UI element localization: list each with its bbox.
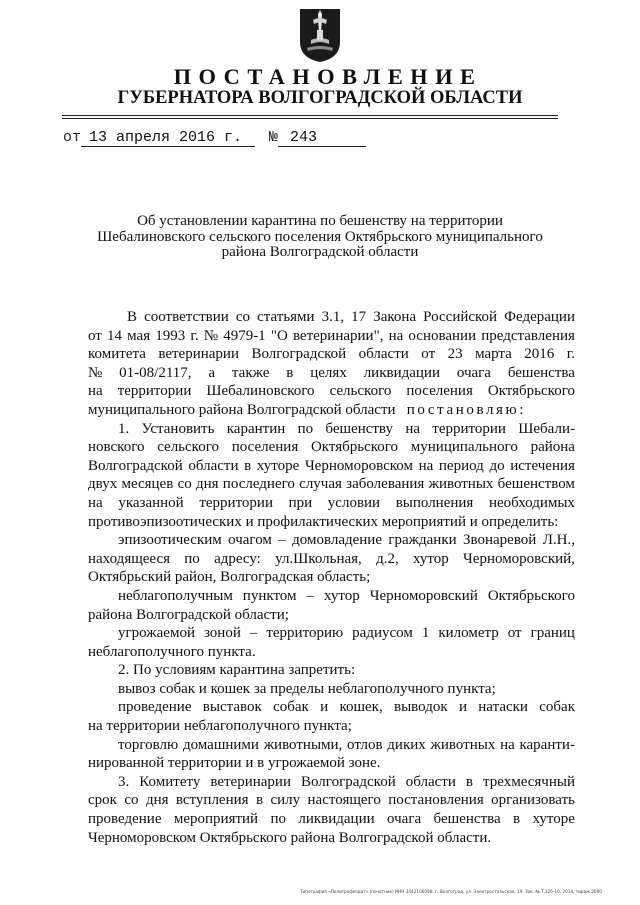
text-line — [88, 345, 575, 364]
text-line: противоэпизоотических и профилактических мероприятий и определить: — [88, 513, 559, 530]
word: дня — [195, 476, 219, 493]
word: статьями — [257, 309, 315, 325]
text-line — [88, 791, 575, 810]
word: по — [184, 550, 200, 567]
text-line: вывоз собак и кошек за пределы неблагополучного пункта; — [118, 680, 496, 697]
word: Волгоградской — [301, 773, 396, 790]
word: муниципального — [410, 439, 518, 456]
text-line — [88, 810, 575, 829]
word: Октябрьского — [487, 383, 575, 400]
text-line — [88, 438, 575, 457]
word: ликвидации — [363, 364, 440, 381]
word: Установить — [141, 420, 215, 437]
word: № — [203, 327, 219, 344]
word: района — [530, 439, 575, 456]
word: № — [88, 364, 103, 381]
word: проведение — [118, 699, 192, 716]
text-line — [88, 401, 575, 420]
word: 23 — [447, 346, 463, 363]
decree-subject — [90, 214, 550, 261]
word: животных — [428, 476, 494, 493]
word: при — [288, 494, 313, 511]
word: постановления — [388, 792, 484, 809]
document-title: ПОСТАНОВЛЕНИЕ — [173, 64, 483, 89]
word: мероприятий — [173, 811, 259, 828]
word: целях — [310, 364, 347, 381]
word: отлов — [347, 736, 383, 753]
word: Волгоградской — [251, 346, 347, 363]
word: на — [388, 327, 404, 344]
word: Черноморовском — [304, 457, 413, 474]
text-line — [88, 382, 575, 401]
word: очага — [387, 811, 422, 828]
word: трехмесячный — [483, 773, 575, 790]
text-line — [88, 494, 575, 513]
word: ликвидации — [298, 811, 375, 828]
word: по — [297, 420, 314, 437]
word: в — [244, 457, 252, 474]
word: г. — [566, 346, 575, 363]
word: находящееся — [88, 550, 171, 567]
word: области — [405, 773, 456, 790]
word: марта — [475, 346, 512, 363]
word: 1 — [421, 625, 430, 642]
word: в — [465, 773, 474, 790]
subject-line: Шебалиновского сельского поселения Октябрьского муниципального — [97, 228, 543, 245]
number-label: № — [269, 129, 279, 146]
word: бешенства — [433, 811, 501, 828]
word: хутор — [412, 550, 449, 567]
word: г. — [190, 327, 199, 344]
word: Комитету — [139, 773, 201, 790]
word: животных — [430, 736, 496, 753]
word: 2016 — [524, 346, 555, 363]
word: указанной — [118, 494, 184, 511]
word: 1993 — [155, 327, 186, 344]
text-line: 2. По условиям карантина запретить: — [118, 662, 356, 679]
word: на — [88, 494, 103, 511]
word: ул.Школьная, — [275, 550, 362, 567]
text-line — [88, 531, 575, 550]
word: диких — [387, 736, 426, 753]
word: от — [421, 346, 436, 363]
word: в — [513, 811, 521, 828]
word: километр — [438, 625, 499, 642]
word: двух — [88, 476, 118, 493]
text-line — [88, 773, 575, 792]
word: Октябрьского — [487, 587, 575, 604]
word: гражданки — [388, 532, 457, 549]
date-from-label: от — [63, 129, 82, 146]
word: бешенству — [325, 420, 394, 437]
word: период — [438, 457, 484, 474]
word: Звонаревой — [462, 532, 537, 549]
word: Шебалиновского — [206, 383, 315, 400]
word: новского — [88, 439, 145, 456]
word: заболевания — [346, 476, 425, 493]
word: от — [507, 625, 522, 642]
word: хуторе — [532, 811, 575, 828]
word: домовладение — [292, 532, 382, 549]
word: территорию — [266, 625, 344, 642]
text-line — [88, 327, 575, 346]
word: собак — [273, 699, 309, 716]
word: последнего — [222, 476, 295, 493]
word: мая — [127, 327, 151, 344]
word: неблагополучным — [118, 587, 233, 604]
word: 4979-1 — [223, 327, 266, 344]
word: со — [235, 309, 251, 325]
word: угрожаемой — [118, 625, 195, 642]
word: условии — [327, 494, 381, 511]
word: каранти- — [519, 736, 575, 753]
word: Закона — [373, 309, 417, 325]
word: выставок — [202, 699, 262, 716]
text-line: Октябрьский район, Волгоградская область; — [88, 569, 371, 586]
document-subtitle: ГУБЕРНАТОРА ВОЛГОГРАДСКОЙ ОБЛАСТИ — [117, 88, 523, 108]
word: 1. — [118, 420, 130, 437]
date-number-line — [63, 129, 366, 147]
text-line — [88, 475, 575, 494]
text-line: нированной территории и в угрожаемой зоне. — [88, 755, 381, 772]
word: территории — [199, 494, 273, 511]
word: территории — [432, 420, 506, 437]
word: радиусом — [352, 625, 413, 642]
word: области — [188, 457, 239, 474]
word: д.2, — [376, 550, 399, 567]
word: вступления — [175, 792, 249, 809]
word: В — [127, 309, 138, 325]
word: настоящего — [307, 792, 381, 809]
word: и — [458, 699, 467, 716]
text-line: Черноморовском Октябрьского района Волгоградской области. — [88, 829, 492, 846]
word: срок — [88, 792, 117, 809]
word: бешенства — [507, 364, 575, 381]
word: домашними — [182, 736, 259, 753]
word: 3. — [118, 773, 130, 790]
text-line — [88, 587, 575, 606]
word: Черноморовский — [369, 587, 478, 604]
header-rule-top — [62, 115, 558, 116]
resolution-word: постановляю: — [406, 401, 527, 418]
word: истечения — [510, 457, 575, 474]
word: пунктом — [242, 587, 297, 604]
word: Федерации — [504, 309, 575, 325]
word: в — [255, 792, 264, 809]
word: кошек, — [339, 699, 383, 716]
text-line — [88, 624, 575, 643]
word: на — [418, 457, 434, 474]
word: а — [208, 364, 216, 381]
subject-line: Об установлении карантина по бешенству на территории — [137, 213, 503, 229]
word: 3.1, — [321, 309, 345, 325]
word: Черноморовский, — [463, 550, 575, 567]
word: проведение — [88, 811, 162, 828]
word: 01-08/2117, — [119, 364, 192, 381]
word: эпизоотическим — [118, 532, 222, 549]
word: представления — [481, 327, 575, 344]
word: случая — [299, 476, 342, 493]
header-rule-bottom — [62, 118, 558, 119]
word: Шебали- — [518, 420, 575, 437]
word: – — [278, 532, 286, 549]
word: поселения — [406, 383, 473, 400]
text-line — [88, 308, 575, 327]
decree-date: 13 апреля 2016 г. — [81, 130, 255, 147]
text-line — [88, 698, 575, 717]
word: силу — [270, 792, 301, 809]
text-line — [88, 550, 575, 569]
text-line — [88, 420, 575, 439]
word: карантин — [226, 420, 286, 437]
word: необходимых — [488, 494, 575, 511]
text-line — [88, 364, 575, 383]
word: ветеринарии — [158, 346, 239, 363]
word: дня — [145, 792, 169, 809]
word: области — [358, 346, 409, 363]
word: Л.Н., — [542, 532, 575, 549]
word: ветеринарии", — [292, 327, 384, 344]
word: сельского — [157, 439, 219, 456]
word: зоной — [203, 625, 241, 642]
word: комитета — [88, 346, 146, 363]
text-line — [88, 457, 575, 476]
text-line: района Волгоградской области; — [88, 606, 289, 623]
word: основании — [408, 327, 477, 344]
word: от — [88, 327, 102, 344]
word: со — [177, 476, 192, 493]
word: – — [249, 625, 258, 642]
word: бешенством — [497, 476, 575, 493]
word: по — [270, 811, 286, 828]
word: адресу: — [214, 550, 261, 567]
word: границ — [530, 625, 575, 642]
text-segment: муниципального района Волгоградской области — [88, 401, 396, 418]
decree-number: 243 — [278, 130, 366, 147]
word: хутор — [323, 587, 360, 604]
word: до — [489, 457, 505, 474]
word: Волгоградской — [88, 457, 183, 474]
word: натаски — [478, 699, 528, 716]
word: организовать — [491, 792, 575, 809]
text-line: неблагополучного пункта. — [88, 643, 256, 660]
word: и — [320, 699, 329, 716]
word: животными, — [263, 736, 343, 753]
word: на — [88, 383, 103, 400]
word: торговлю — [118, 736, 179, 753]
word: также — [231, 364, 270, 381]
word: территории — [117, 383, 192, 400]
word: ветеринарии — [210, 773, 291, 790]
subject-line: района Волгоградской области — [221, 244, 419, 260]
word: Октябрьского — [310, 439, 399, 456]
decree-body — [88, 308, 575, 847]
word: поселения — [231, 439, 299, 456]
word: месяцев — [121, 476, 174, 493]
text-line — [88, 736, 575, 755]
word: выполнения — [395, 494, 474, 511]
word: выводок — [394, 699, 448, 716]
word: 14 — [107, 327, 122, 344]
printing-imprint: Типография «Полиграфиздат» (печатник) ИНН 3442106098, г. Волгоград, ул. Электростальская, 19. Зак. № Т.326-10, 2014, тираж 2000 — [300, 889, 602, 894]
word: на — [405, 420, 420, 437]
word: сельского — [329, 383, 392, 400]
word: со — [124, 792, 139, 809]
word: "О — [270, 327, 288, 344]
word: на — [500, 736, 515, 753]
word: 17 — [351, 309, 367, 325]
word: – — [306, 587, 314, 604]
word: Российской — [423, 309, 498, 325]
word: очага — [456, 364, 491, 381]
word: соответствии — [144, 309, 229, 325]
word: хуторе — [256, 457, 300, 474]
word: собак — [539, 699, 575, 716]
word: в — [286, 364, 294, 381]
text-line: на территории неблагополучного пункта; — [88, 718, 352, 735]
word: очагом — [228, 532, 272, 549]
coat-of-arms-emblem — [297, 6, 343, 64]
